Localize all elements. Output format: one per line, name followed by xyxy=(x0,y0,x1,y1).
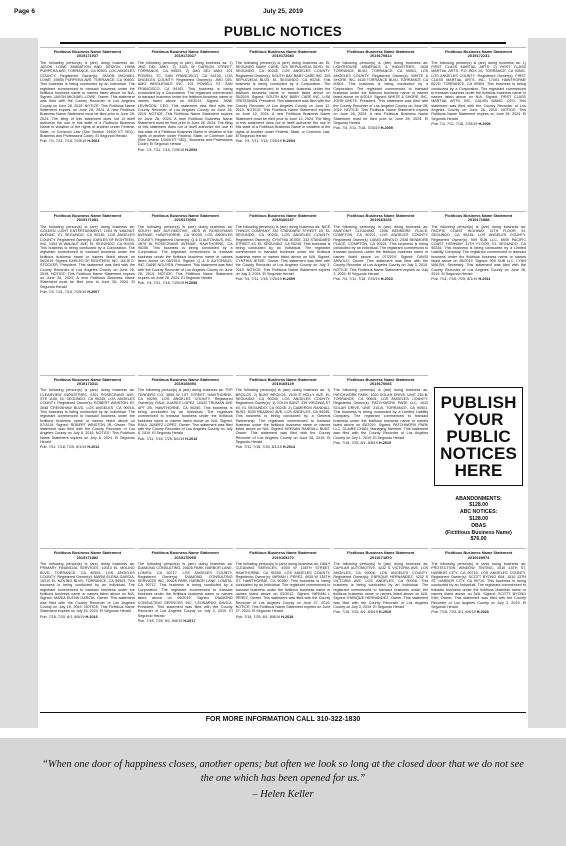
notice-footer xyxy=(431,122,526,126)
notice-number: 2019172027 xyxy=(174,53,197,59)
notice-type: Fictitious Business Name Statement xyxy=(151,212,219,218)
legal-notice xyxy=(40,375,135,546)
notice-footer xyxy=(236,445,331,449)
notice-reference: H-2010 xyxy=(380,277,393,282)
notice-number: 2019163226 xyxy=(369,217,392,223)
notice-body: The following person(s) is (are) doing business as: 1) JMG DEL AMO, 2) 3325 W CARSON STREET, TORRANCE, CA 90503, 2) JMG DEL AMO, 101 POWELL ST, SAN FRANCISCO, CA 94102, LOS ANGELES COUNTY. Registered Owner(s): JMG DEL AMO WHOLESALE INC, 101 POWELL ST, SAN FRANCISCO, CA 94102. This business is being conducted by a Corporation. The registrant commenced to transact business under the fictitious business name or names listed above on 05/2019. Signed: JANE LEVINSON, CEO. This statement was filed with the County Recorder of Los Angeles County on June 28, 2019. NOTICE: This Fictitious Name Statement expires on June 28, 2024. A new Fictitious Business Name Statement must be filed prior to June 28, 2024. The filing of this statement does not of itself authorize the use in this state of a Fictitious Business Name in violation of the rights of another under Federal, State, or Common Law (See Section 14400 ET SEQ., Business and Professions Code). El Segundo Herald xyxy=(137,60,233,147)
notice-type: Fictitious Business Name Statement xyxy=(444,212,513,218)
notice-number: 2019172231 xyxy=(467,53,490,59)
notice-footer xyxy=(40,615,135,619)
notice-publication-dates: Pub. 7/4, 7/11, 7/18, 7/25/19 xyxy=(235,139,282,144)
legal-notice xyxy=(333,548,428,709)
promo-headline-word: NOTICES xyxy=(440,443,518,463)
notice-reference: H-2019 xyxy=(378,610,392,615)
notice-footer xyxy=(333,126,428,130)
legal-notice xyxy=(138,548,233,709)
notice-publication-dates: Pub. 7/4, 7/11, 7/18, 7/25/19 xyxy=(333,126,380,131)
notice-publication-dates: Pub. 7/11, 7/18, 7/25, 8/1/19 xyxy=(431,277,478,282)
contact-label: FOR MORE INFORMATION CALL xyxy=(205,716,315,723)
notice-number: 2019170055 xyxy=(174,554,197,560)
quote-text: “When one door of happiness closes, another opens; but often we look so long at the closed door that we do not see the one which has been opened for us.” xyxy=(42,759,524,784)
promo-rate-line: (Fictitious Business Name) xyxy=(445,529,512,536)
legal-notice xyxy=(40,211,135,372)
notice-number: 2019172093 xyxy=(174,217,197,223)
notice-reference: H-2003 xyxy=(87,139,100,144)
notice-number: 2019171081 xyxy=(76,217,99,223)
notice-footer xyxy=(333,441,428,445)
notice-reference: H-2012 xyxy=(87,445,100,450)
legal-notice xyxy=(138,47,233,208)
notice-type: Fictitious Business Name Statement xyxy=(53,376,122,382)
notice-footer xyxy=(138,619,233,623)
notices-grid xyxy=(40,47,526,709)
legal-notice xyxy=(236,375,331,546)
notice-type: Fictitious Business Name Statement xyxy=(347,49,415,54)
notice-body: The following person(s) is (are) doing business as: DIAMOND CONSULTING, 20628 PARK HARBOR LANE, LOMITA, CA 90717, LOS ANGELES COUNTY. Registered Owner(s): DIAMOND CONSULTING SERVICES INC, 20628 PARK HARBOR LANE, LOMITA, CA 90717. This business is being conducted by a Corporation. The registrant commenced to transact business under the fictitious business name or names listed above on 05/2019. Signed: DIAMOND CONSULTING SERVICES INC, LEONARDO DAVILA, President. This statement was filed with the County Recorder of Los Angeles County on July 3, 2019. El Segundo Herald xyxy=(137,562,233,618)
notice-body: The following person(s) is (are) doing business as: DAILY CLEANING SERVICES, 4939 W 135TH STREET, HAWTHORNE, CA 90250, LOS ANGELES COUNTY. Registered Owner(s): MIRIAM L PEREZ, 4939 W 135TH ST, HAWTHORNE, CA 90250. This business is being conducted by an Individual. The registrant commenced to transact business under the fictitious business name or names listed above on 03/2012. Signed: MIRIAM L PEREZ, Owner. This statement was filed with the County Recorder of Los Angeles County on June 27, 2019. NOTICE: This Fictitious Name Statement expires on June 27, 2024. El Segundo Herald xyxy=(235,562,331,614)
notice-body: The following person(s) is (are) doing business as: GOLDEN LIGHT ENTERTAINMENT, 1004 W WALNUT AVENUE, EL SEGUNDO, CA 90245, LOS ANGELES COUNTY. Registered Owner(s): EARLES OF EIGHTEEN, INC, 1004 W WALNUT AVE, EL SEGUNDO, CA 90245. This business is being conducted by a Corporation. The registrant commenced to transact business under the fictitious business name or names listed above on 06/2019. Signed: EARLES OF EIGHTEEN, INC, JULIE D. STOCKER, President. This statement was filed with the County Recorder of Los Angeles County on June 26, 2019. NOTICE: This Fictitious Name Statement expires on June 26, 2024. A new Fictitious Business Name Statement must be filed prior to June 26, 2024. El Segundo Herald xyxy=(40,224,135,289)
legal-notice xyxy=(333,211,428,372)
right-gray-margin xyxy=(528,38,566,728)
notice-publication-dates: Pub. 7/4, 7/11, 7/18, 7/25/19 xyxy=(235,277,282,282)
legal-notice xyxy=(236,47,331,208)
notice-footer xyxy=(236,139,331,143)
legal-notice xyxy=(431,548,526,709)
notice-body: The following person(s) is (are) doing business as: JASON LOWE ANIMATION AND DESIGN, 19555 PURPERA AVE, TORRANCE, CA 90503, LOS ANGELES COUNTY. Registered Owner(s): JASON MICHAEL LOWE, 19555 PURPERA AVE, TORRANCE, CA 90503. This business is being conducted by an Individual. The registrant commenced to transact business under the fictitious business name or names listed above on N/A. Signed: JASON MICHAEL LOWE, Owner. This statement was filed with the County Recorder of Los Angeles County on June 28, 2019. NOTICE: This Fictitious Name Statement expires on June 28, 2024. A new Fictitious Business Name Statement must be filed prior to June 28, 2024. The filing of this statement does not of itself authorize the use in this state of a Fictitious Business Name in violation of the rights of another under Federal, State, or Common Law (See Section 14400 ET SEQ., Business and Professions Code). El Segundo Herald xyxy=(40,60,135,138)
promo-rate-line: ABC NOTICES: xyxy=(459,509,498,516)
notice-number: 2019171888 xyxy=(467,217,490,223)
notice-reference: H-2018 xyxy=(281,614,294,619)
notice-footer xyxy=(333,277,428,281)
notice-number: 2019172083 xyxy=(272,53,294,59)
legal-notice xyxy=(40,548,135,709)
notice-number: 2019160237 xyxy=(272,217,294,223)
notice-type: Fictitious Business Name Statement xyxy=(347,212,415,218)
notice-type: Fictitious Business Name Statement xyxy=(53,212,122,218)
notice-body: The following person(s) is (are) doing business as: SOUTH BAY AUTOMOTIVE, 4875 W ROSECRANS AVENUE, HAWTHORNE, CA 90250, LOS ANGELES COUNTY. Registered Owner(s): Q & D AUTOHAUS, INC, 4875 W ROSECRANS AVENUE, HAWTHORNE, CA 90250. This business is being conducted by a Corporation. The registrant commenced to transact business under the fictitious business name or names listed above on 06/2019. Signed: Q & D AUTOHAUS, INC, DANE NGUYEN, President. This statement was filed with the County Recorder of Los Angeles County on June 28, 2019. NOTICE: This Fictitious Name Statement expires on June 28, 2024. El Segundo Herald xyxy=(137,224,233,281)
quote-band xyxy=(0,738,566,846)
notice-body: The following person(s) is (are) doing business as: 1) FIRST CLASS MARTIAL ARTS, 2) FIRST CLASS MARTIAL ARTS, P.O. BOX 26, TORRANCE, CA 90501, LOS ANGELES COUNTY. Registered Owner(s): FIRST CLASS MARTIAL ARTS, INC, 17403 HAWTHORNE BLVD, TORRANCE, CA 90504. This business is being conducted by a Corporation. The registrant commenced to transact business under the fictitious business name or names listed above on N/A. Signed: FIRST CLASS MARTIAL ARTS, INC, CALVIN WANG, CEO. This statement was filed with the County Recorder of Los Angeles County on June 28, 2019. NOTICE: This Fictitious Name Statement expires on June 28, 2024. El Segundo Herald xyxy=(431,60,526,121)
notice-reference: H-2013 xyxy=(185,436,198,441)
notice-body: The following person(s) is (are) doing business as: PATCHWORK PARK, 1020 SOLAR DRIVE, UNIT 215-B, TORRANCE, CA 90501, LOS ANGELES COUNTY. Registered Owner(s): PATCHWORK PARK LLC, 1020 SOLAR DRIVE, UNIT 215-B, TORRANCE, CA 90501. This business is being conducted by a Limited Liability Company. The registrant commenced to transact business under the fictitious business name or names listed above on 05/2019. Signed: PATCHWORK PARK LLC, CLAIRE CHAN, Managing Member. This statement was filed with the County Recorder of Los Angeles County on July 1, 2019. El Segundo Herald xyxy=(333,388,429,440)
notice-number: 2019171882 xyxy=(76,554,99,560)
contact-phone: 310-322-1830 xyxy=(316,716,361,723)
notice-type: Fictitious Business Name Statement xyxy=(249,376,317,382)
promo-headline-word: PUBLISH xyxy=(440,392,517,412)
notice-publication-dates: Pub. 7/4, 7/11, 7/18, 7/25/19 xyxy=(137,147,185,152)
notice-type: Fictitious Business Name Statement xyxy=(444,49,513,54)
legal-notice xyxy=(333,375,428,546)
section-title: PUBLIC NOTICES xyxy=(223,24,343,39)
notice-publication-dates: Pub. 7/4, 7/11, 7/18, 7/25/19 xyxy=(40,290,87,295)
notice-publication-dates: Pub. 7/18, 7/25, 8/1, 8/8/19 xyxy=(235,614,281,619)
notice-type: Fictitious Business Name Statement xyxy=(151,550,219,556)
notice-number: 2019165129 xyxy=(272,381,294,387)
promo-headline-word: HERE xyxy=(454,460,503,480)
notice-reference: H-2005 xyxy=(380,126,393,131)
legal-notice xyxy=(333,47,428,208)
notice-number: 2019170066 xyxy=(369,381,392,387)
notice-body: The following person(s) is (are) doing business as: PACIFIC COAST HIGHWAY 11TH FLOOR, EL SEGUNDO, CA 90245, LOS ANGELES COUNTY. Registered Owner(s): 909 SUB LLC, 8939 PACIFIC COAST HIGHWAY 11TH FLOOR, EL SEGUNDO, CA 90245. This business is being conducted by a Limited Liability Company. The registrant commenced to transact business under the fictitious business name or names listed above on 05/2019. Signed: 909 SUB LLC, LYNN WALSH, Secretary. This statement was filed with the County Recorder of Los Angeles County on June 26, 2019. El Segundo Herald xyxy=(431,224,526,276)
notice-footer xyxy=(40,139,135,143)
promo-rate-line: ABANDONMENTS: xyxy=(455,495,502,502)
contact-footer xyxy=(40,712,526,723)
notice-publication-dates: Pub. 7/18, 7/25, 8/1, 8/8/19 xyxy=(431,610,476,615)
notice-reference: H-2009 xyxy=(282,277,296,282)
notice-publication-dates: Pub. 7/18, 7/25, 8/1, 8/8/19 xyxy=(333,610,378,615)
promo-rate-line: DBAS xyxy=(471,522,486,529)
notice-type: Fictitious Business Name Statement xyxy=(53,49,122,54)
notice-number: 2019165270 xyxy=(272,554,294,560)
notice-footer xyxy=(138,281,233,285)
notice-body: The following person(s) is (are) doing business as: ANATOMY CLEANING, 2008 BENMORE PLACE, COMPTON, CA 90221, LOS ANGELES COUNTY. Registered Owner(s): DAVID ARNOLD, 2008 BENMORE PLACE, COMPTON, CA 90221. This business is being conducted by an Individual. The registrant commenced to transact business under the fictitious business name or names listed above on 07/2019. Signed: DAVID ARNOLD, Owner. This statement was filed with the County Recorder of Los Angeles County on July 3, 2019. NOTICE: This Fictitious Name Statement expires on July 3, 2024. El Segundo Herald xyxy=(333,224,429,276)
quote-author: – Helen Keller xyxy=(252,789,314,800)
notice-footer xyxy=(236,615,331,619)
left-gray-margin xyxy=(0,38,38,728)
notice-type: Fictitious Business Name Statement xyxy=(249,550,317,556)
legal-notice xyxy=(431,211,526,372)
legal-notice xyxy=(40,47,135,208)
notice-footer xyxy=(236,277,331,281)
notice-publication-dates: Pub. 7/4, 7/11, 7/18, 7/25/19 xyxy=(40,139,87,144)
notice-publication-dates: Pub. 7/11, 7/18, 7/25, 8/1/19 xyxy=(235,445,282,450)
notice-reference: H-2007 xyxy=(87,290,100,295)
notice-body: The following person(s) is (are) doing business as: LIGHTHOUSE MINERALS & INDUSTRIES, 1528 TORRANCE BLVD, TORRANCE, CA 90501, LOS ANGELES COUNTY. Registered Owner(s): WHITE & SHORE, INC, 1528 TORRANCE BLVD, TORRANCE, CA 90501. This business is being conducted by a Corporation. The registrant commenced to transact business under the fictitious business name or names listed above on 6/2019. Signed: WHITE & SHORE, INC, JOHN WHITE, President. This statement was filed with the County Recorder of Los Angeles County on June 28, 2019. NOTICE: This Fictitious Name Statement expires on June 28, 2024. A new Fictitious Business Name Statement must be filed prior to June 28, 2024. El Segundo Herald xyxy=(333,60,429,125)
notice-footer xyxy=(431,610,526,614)
legal-notice xyxy=(236,548,331,709)
promo-rate-line: $128.00 xyxy=(469,502,488,509)
notice-publication-dates: Pub. 7/11, 7/18, 7/25, 8/1/19 xyxy=(40,445,87,450)
notice-number: 2019171870 xyxy=(369,554,392,560)
notice-type: Fictitious Business Name Statement xyxy=(151,376,219,382)
notice-body: The following person(s) is (are) doing business as: PROTECTION WINDOW TINTING, 1510 13TH ST, HARBOR CITY, CA 90710, LOS ANGELES COUNTY. Registered Owner(s): SCOTT BYONG KIM, 1510 13TH ST, HARBOR CITY, CA 90710. This business is being conducted by an Individual. The registrant commenced to transact business under the fictitious business name or names listed above on N/A. Signed: SCOTT BYONG KIM, Owner. This statement was filed with the County Recorder of Los Angeles County on July 3, 2019. El Segundo Herald xyxy=(431,562,526,609)
notice-body: The following person(s) is (are) doing business as: TOP TENDERS CO, 3850 W 1ST STREET, HAWTHORNE, CA 90250, LOS ANGELES COUNTY. Registered Owner(s): RAUL JUAREZ LOPEZ, 10432 TRUMAN AVE APT 2B, HAWTHORNE, CA 90250. This business is being conducted by an Individual. The registrant commenced to transact business under the fictitious business name or names listed above on N/A. Signed: RAUL JUAREZ LOPEZ, Owner. This statement was filed with the County Recorder of Los Angeles County on July 8, 2019. El Segundo Herald xyxy=(137,388,233,436)
notice-footer xyxy=(431,277,526,281)
notice-reference: H-2020 xyxy=(476,610,489,615)
promo-headline-word: YOUR xyxy=(453,409,504,429)
legal-notice xyxy=(431,47,526,208)
notice-reference: H-2004 xyxy=(282,139,296,144)
notice-body: The following person(s) is (are) doing business as: 1) BROLOS, 2) BUNT BROLOS, 2100 E HOLLY AVE, EL SEGUNDO, CA 90245, LOS ANGELES COUNTY. Registered Owner(s): 1) COLIN BUNT, 339 VIRGINIA ST #3, EL SEGUNDO, CA 90245, 2) CAMERON RANDALL BUNT, 8330 READING AVE, LOS ANGELES, CA 90045. This business is being conducted by a General Partnership. The registrant commenced to transact business under the fictitious business name or names listed above on N/A. Signed: KEENAN RANDALL BUNT, Owner. This statement was filed with the County Recorder of Los Angeles County on June 28, 2019. El Segundo Herald xyxy=(235,388,331,444)
notice-type: Fictitious Business Name Statement xyxy=(444,550,513,556)
legal-notice xyxy=(236,211,331,372)
notice-reference: H-2003 xyxy=(185,147,198,152)
notice-reference: H-2015 xyxy=(378,440,392,445)
notice-publication-dates: Pub. 7/18, 7/25, 8/1, 8/8/19 xyxy=(333,440,378,445)
notice-publication-dates: Pub. 7/11, 7/18, 7/25, 8/1/19 xyxy=(137,436,185,441)
promo-ad xyxy=(431,375,526,546)
notice-reference: H-2006 xyxy=(478,121,491,126)
notice-footer xyxy=(40,290,135,294)
notice-body: The following person(s) is (are) doing business as: PRIMARY FINANCIAL SERVICES, 10010 EL MOLINO BLVD, TORRANCE, CA 90503, LOS ANGELES COUNTY. Registered Owner(s): MARIA ELENA GARCIA, 10010 EL MOLINO BLVD, TORRANCE, CA 90503. This business is being conducted by an Individual. The registrant commenced to transact business under the fictitious business name or names listed above on N/A. Signed: MARIA ELENA GARCIA, Owner. This statement was filed with the County Recorder of Los Angeles County on July 15, 2019. NOTICE: This Fictitious Name Statement expires on July 15, 2024. El Segundo Herald xyxy=(40,562,135,614)
notice-publication-dates: Pub. 7/4, 7/11, 7/18, 7/25/19 xyxy=(333,277,380,282)
notice-publication-dates: Pub. 7/4, 7/11, 7/18, 7/25/19 xyxy=(137,281,185,286)
notice-body: The following person(s) is (are) doing business as: CAPILAR AUTOMOTIVE, 4232 S VICTORIA AVE, LOS ANGELES, CA 90008, LOS ANGELES COUNTY. Registered Owner(s): ENRIQUE HERNANDEZ, 4232 S VICTORIA AVE, LOS ANGELES, CA 90008. This business is being conducted by an Individual. The registrant commenced to transact business under the fictitious business name or names listed above on N/A. Signed: ENRIQUE HERNANDEZ, Owner. This statement was filed with the County Recorder of Los Angeles County on July 3, 2019. El Segundo Herald xyxy=(333,562,429,609)
notice-publication-dates: Pub. 7/4, 7/11, 7/18, 7/25/19 xyxy=(431,121,478,126)
notice-type: Fictitious Business Name Statement xyxy=(151,49,219,54)
notice-footer xyxy=(138,437,233,441)
title-rule xyxy=(60,42,506,44)
notice-number: 2019169974 xyxy=(467,554,490,560)
notice-footer xyxy=(333,610,428,614)
page-number: Page 6 xyxy=(14,8,35,15)
notice-footer xyxy=(138,148,233,152)
notice-publication-dates: Pub. 7/18, 7/25, 8/1, 8/8/19 xyxy=(137,618,183,623)
notice-reference: H-2016 xyxy=(85,614,98,619)
notice-reference: H-2008 xyxy=(185,281,198,286)
promo-headline-word: PUBLIC xyxy=(446,426,511,446)
notice-type: Fictitious Business Name Statement xyxy=(53,550,122,556)
notice-body: The following person(s) is (are) doing business as: EL SEGUNDO BABY CARE, 325 SEPULVEDA BLVD, EL SEGUNDO, CA 90245, LOS ANGELES COUNTY. Registered Owner(s): SOUTH BAY BABY CARE INC, 325 SEPULVEDA BLVD, EL SEGUNDO, CA 90245. This business is being conducted by a Corporation. The registrant commenced to transact business under the fictitious business name or names listed above on 05/2019. Signed: SOUTH BAY BABY CARE INC, LISA GROSSMAN, President. This statement was filed with the County Recorder of Los Angeles County on June 12, 2019. NOTICE: This Fictitious Name Statement expires on June 12, 2024. A new Fictitious Business Name Statement must be filed prior to June 12, 2024. The filing of this statement does not of itself authorize the use in this state of a Fictitious Business Name in violation of the rights of another under Federal, State, or Common Law. El Segundo Herald xyxy=(235,60,331,138)
notice-reference: H-2011 xyxy=(478,277,491,282)
notice-reference: H-2014 xyxy=(282,445,296,450)
notice-type: Fictitious Business Name Statement xyxy=(249,212,317,218)
promo-rate-line: $128.00 xyxy=(469,516,488,522)
notice-body: The following person(s) is (are) doing business as: NICE THINGS COMPANY, 332 STANDARD STREET #3, EL SEGUNDO, CA 90245, LOS ANGELES COUNTY. Registered Owner(s): CYNTHIA JESSE, 332 STANDARD STREET #3, EL SEGUNDO, CA 90245. This business is being conducted by an Individual. The registrant commenced to transact business under the fictitious business name or names listed above on N/A. Signed: CYNTHIA JESSE, Owner. This statement was filed with the County Recorder of Los Angeles County on July 3, 2019. NOTICE: This Fictitious Name Statement expires on July 3, 2024. El Segundo Herald xyxy=(235,224,331,276)
notice-publication-dates: Pub. 7/18, 7/25, 8/1, 8/8/19 xyxy=(40,614,85,619)
issue-date: July 25, 2019 xyxy=(262,8,304,15)
legal-notice xyxy=(138,375,233,546)
notice-reference: H-2017 xyxy=(183,618,196,623)
notice-footer xyxy=(40,445,135,449)
promo-rate-line: $76.00 xyxy=(470,536,487,543)
notice-body: The following person(s) is (are) doing business as: CLEARVIEW INDUSTRIES, 2301 ROSECRANS AVE, STE 1150, EL SEGUNDO, CA 90245, LOS ANGELES COUNTY. Registered Owner(s): ROBERT WINSTON JR, 3058 CRENSHAW BLVD, LOS ANGELES, CA 90016. This business is being conducted by an Individual. The registrant commenced to transact business under the fictitious business name or names listed above on 07/2019. Signed: ROBERT WINSTON JR, Owner. This statement was filed with the County Recorder of Los Angeles County on July 8, 2019. NOTICE: This Fictitious Name Statement expires on July 8, 2024. El Segundo Herald xyxy=(40,388,135,444)
promo-headline-box xyxy=(434,387,523,486)
notice-number: 2019171937 xyxy=(76,53,99,59)
notice-type: Fictitious Business Name Statement xyxy=(347,550,415,556)
notice-number: 2019173311 xyxy=(76,381,99,387)
notice-number: 2019170814 xyxy=(369,53,392,59)
promo-rates xyxy=(434,496,523,544)
notice-type: Fictitious Business Name Statement xyxy=(249,49,317,54)
legal-notice xyxy=(138,211,233,372)
notice-type: Fictitious Business Name Statement xyxy=(347,376,415,382)
page-header xyxy=(14,8,552,20)
notice-number: 2019165493 xyxy=(174,381,197,387)
